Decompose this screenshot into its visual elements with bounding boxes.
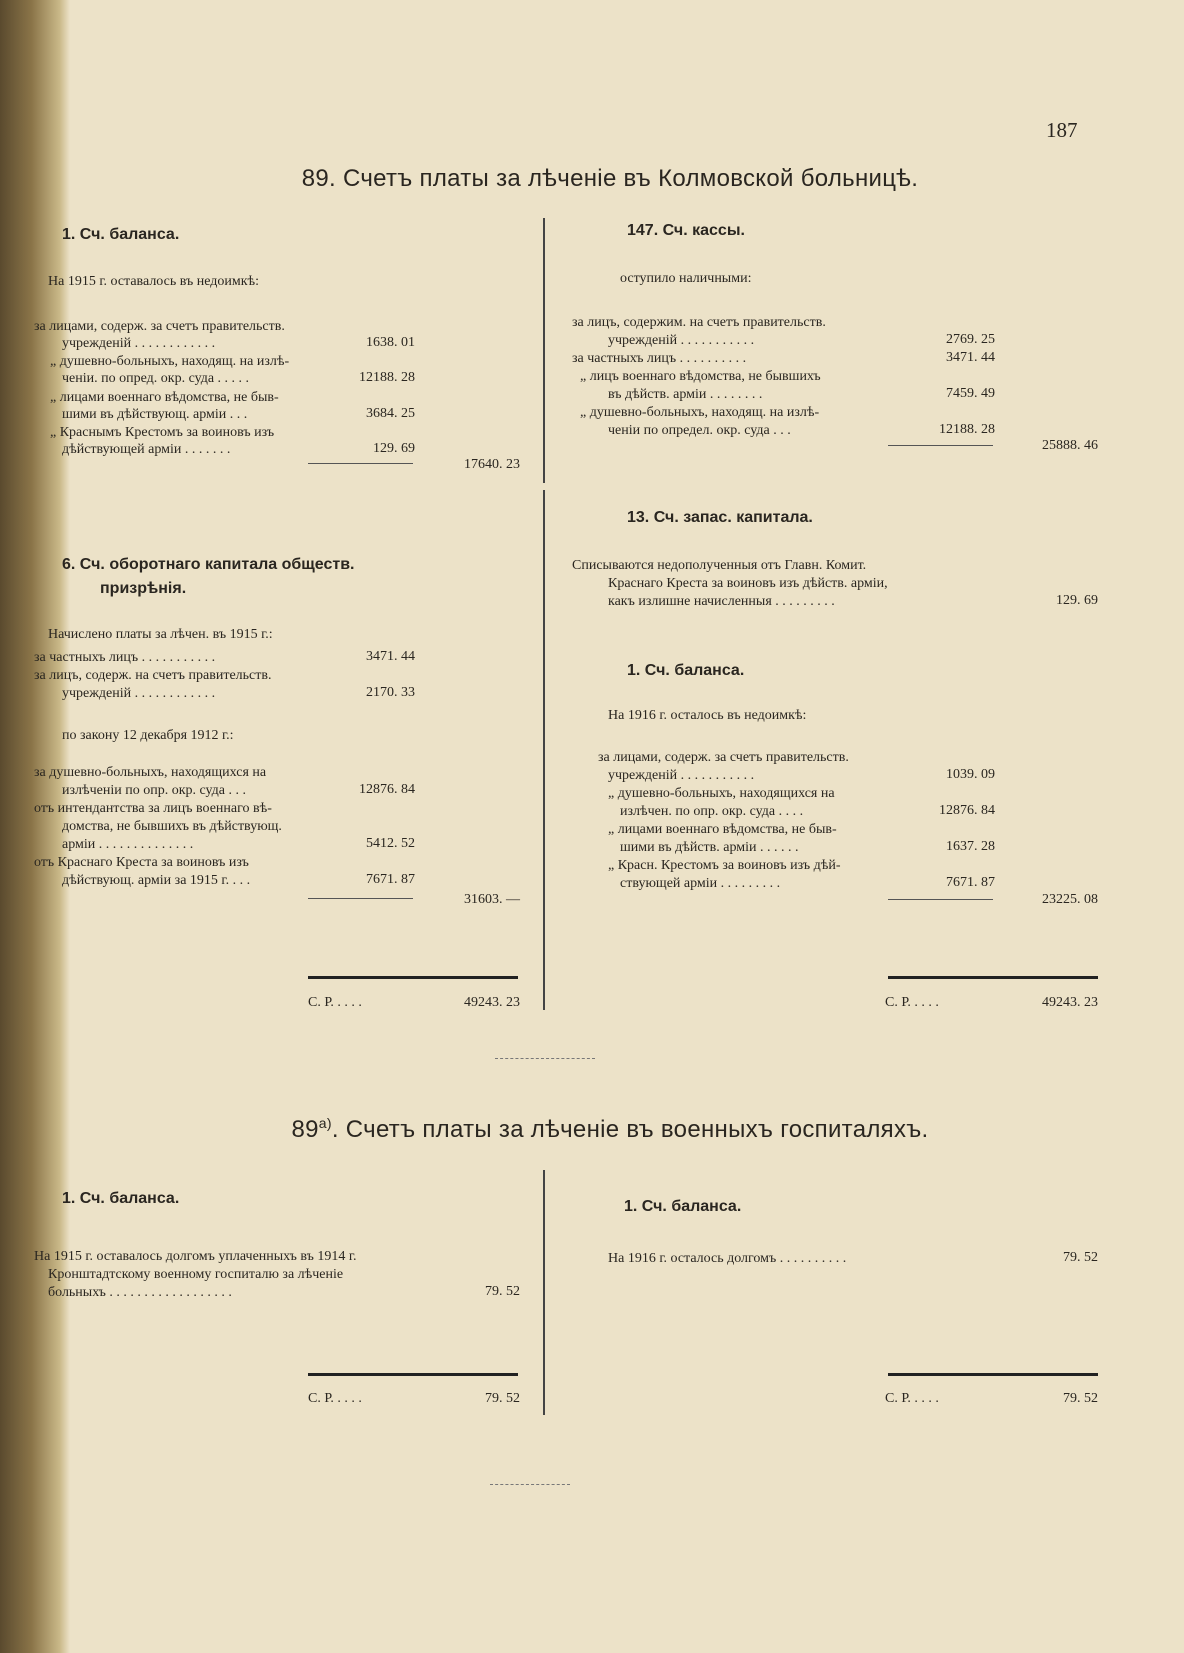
section2-title <box>80 1115 1140 1144</box>
book-spine-shadow <box>0 0 70 1653</box>
right-acct1-item4-l1: „ Красн. Крестомъ за воиновъ изъ дѣй- <box>608 858 841 873</box>
left-acct6-item1-amount: 3471. 44 <box>366 649 415 664</box>
left-acct6-item3-l1: за душевно-больныхъ, находящихся на <box>34 765 267 780</box>
right-acct13-amount: 129. 69 <box>1056 593 1098 608</box>
left-acct1-item1-l1: за лицами, содерж. за счетъ правительств. <box>34 319 285 334</box>
left-acct6-item5-l1: отъ Краснаго Креста за воиновъ изъ <box>34 855 249 870</box>
left-acct1-item4-amount: 129. 69 <box>373 441 415 456</box>
left-acct6-item5-amount: 7671. 87 <box>366 872 415 887</box>
s2-right-amount: 79. 52 <box>1063 1250 1098 1265</box>
right-acct1-item2-l2: излѣчен. по опр. окр. суда . . . . <box>620 804 804 819</box>
left-acct6-item3-amount: 12876. 84 <box>359 782 415 797</box>
left-acct6-item4-l1: отъ интендантства за лицъ военнаго вѣ- <box>34 801 272 816</box>
sum-rule <box>888 1373 1098 1376</box>
page-number: 187 <box>1046 118 1078 142</box>
s2-left-sum-label: С. Р. . . . . <box>308 1391 362 1406</box>
right-acct147-item1-l2: учрежденій . . . . . . . . . . . <box>608 333 755 348</box>
subtotal-rule <box>888 445 993 446</box>
s2-left-l2: Кронштадтскому военному госпиталю за лѣченіе <box>48 1267 344 1282</box>
left-acct1-item3-l2: шими въ дѣйствующ. арміи . . . <box>62 407 248 422</box>
s2-left-header: 1. Сч. баланса. <box>62 1190 180 1207</box>
section2-title-sup: а) <box>318 1115 332 1131</box>
sum-rule <box>888 976 1098 979</box>
left-acct6-item2-amount: 2170. 33 <box>366 685 415 700</box>
left-acct6-item3-l2: излѣченіи по опр. окр. суда . . . <box>62 783 247 798</box>
right-acct147-item3-l1: „ лицъ военнаго вѣдомства, не бывшихъ <box>580 369 821 384</box>
right-acct13-l1: Списываются недополученныя отъ Главн. Комит. <box>572 558 867 573</box>
subtotal-rule <box>308 898 413 899</box>
right-acct147-intro: оступило наличными: <box>620 271 752 286</box>
left-acct1-item4-l1: „ Краснымъ Крестомъ за воиновъ изъ <box>50 425 275 440</box>
right-acct13-header: 13. Сч. запас. капитала. <box>627 509 813 526</box>
s2-right-l1: На 1916 г. осталось долгомъ . . . . . . . . . . <box>608 1251 847 1266</box>
section2-title-number: 89 <box>291 1116 319 1143</box>
left-acct6-item2-l2: учрежденій . . . . . . . . . . . . <box>62 686 216 701</box>
s2-right-header: 1. Сч. баланса. <box>624 1198 742 1215</box>
section-separator <box>490 1484 570 1486</box>
left-acct6-item1: за частныхъ лицъ . . . . . . . . . . . <box>34 650 216 665</box>
left-acct6-header-l2: призрѣнія. <box>100 580 187 597</box>
right-acct147-item2-amount: 3471. 44 <box>946 350 995 365</box>
left-acct1-item2-amount: 12188. 28 <box>359 370 415 385</box>
left-acct6-intro: Начислено платы за лѣчен. въ 1915 г.: <box>48 627 273 642</box>
s2-left-sum: 79. 52 <box>485 1391 520 1406</box>
left-acct6-item4-amount: 5412. 52 <box>366 836 415 851</box>
right-acct13-l3: какъ излишне начисленныя . . . . . . . . . <box>608 594 835 609</box>
section-separator <box>495 1058 595 1060</box>
left-acct1-item3-l1: „ лицами военнаго вѣдомства, не быв- <box>50 390 279 405</box>
right-acct147-header: 147. Сч. кассы. <box>627 222 745 239</box>
right-acct1-item2-amount: 12876. 84 <box>939 803 995 818</box>
right-acct1-total: 23225. 08 <box>1042 892 1098 907</box>
left-acct6-law: по закону 12 декабря 1912 г.: <box>62 728 234 743</box>
right-acct1-item1-l1: за лицами, содерж. за счетъ правительств. <box>598 750 849 765</box>
left-sum-label: С. Р. . . . . <box>308 995 362 1010</box>
left-acct6-item4-l2: домства, не бывшихъ въ дѣйствующ. <box>62 819 282 834</box>
s2-left-amount: 79. 52 <box>485 1284 520 1299</box>
right-acct1-intro: На 1916 г. осталось въ недоимкѣ: <box>608 708 807 723</box>
subtotal-rule <box>308 463 413 464</box>
left-acct1-header: 1. Сч. баланса. <box>62 226 180 243</box>
right-acct1-item4-l2: ствующей арміи . . . . . . . . . <box>620 876 781 891</box>
left-acct1-total: 17640. 23 <box>464 457 520 472</box>
left-acct6-header-l1: 6. Сч. оборотнаго капитала обществ. <box>62 556 355 573</box>
left-acct1-item1-amount: 1638. 01 <box>366 335 415 350</box>
left-acct1-item2-l1: „ душевно-больныхъ, находящ. на излѣ- <box>50 354 290 369</box>
right-acct1-item3-l1: „ лицами военнаго вѣдомства, не быв- <box>608 822 837 837</box>
right-acct147-total: 25888. 46 <box>1042 438 1098 453</box>
right-sum: 49243. 23 <box>1042 995 1098 1010</box>
right-acct147-item3-amount: 7459. 49 <box>946 386 995 401</box>
s2-left-l1: На 1915 г. оставалось долгомъ уплаченныхъ въ 1914 г. <box>34 1249 357 1264</box>
right-acct1-item2-l1: „ душевно-больныхъ, находящихся на <box>608 786 835 801</box>
right-acct147-item4-l1: „ душевно-больныхъ, находящ. на излѣ- <box>580 405 820 420</box>
left-acct1-item3-amount: 3684. 25 <box>366 406 415 421</box>
right-acct147-item4-amount: 12188. 28 <box>939 422 995 437</box>
left-acct6-total: 31603. — <box>464 892 520 907</box>
s2-right-sum-label: С. Р. . . . . <box>885 1391 939 1406</box>
right-acct1-item1-amount: 1039. 09 <box>946 767 995 782</box>
s2-right-sum: 79. 52 <box>1063 1391 1098 1406</box>
left-acct1-item1-l2: учрежденій . . . . . . . . . . . . <box>62 336 216 351</box>
right-sum-label: С. Р. . . . . <box>885 995 939 1010</box>
column-divider <box>543 1170 545 1415</box>
s2-left-l3: больныхъ . . . . . . . . . . . . . . . . . . <box>48 1285 232 1300</box>
section1-title: 89. Счетъ платы за лѣченіе въ Колмовской больницѣ. <box>301 165 919 192</box>
section2-title-text: . Счетъ платы за лѣченіе въ военныхъ госпиталяхъ. <box>331 1116 929 1143</box>
sum-rule <box>308 976 518 979</box>
left-acct6-item5-l2: дѣйствующ. арміи за 1915 г. . . . <box>62 873 251 888</box>
left-acct6-item4-l3: арміи . . . . . . . . . . . . . . <box>62 837 194 852</box>
right-acct1-header: 1. Сч. баланса. <box>627 662 745 679</box>
right-acct1-item4-amount: 7671. 87 <box>946 875 995 890</box>
right-acct147-item2-l1: за частныхъ лицъ . . . . . . . . . . <box>572 351 747 366</box>
sum-rule <box>308 1373 518 1376</box>
right-acct147-item1-amount: 2769. 25 <box>946 332 995 347</box>
right-acct147-item4-l2: ченіи по определ. окр. суда . . . <box>608 423 791 438</box>
left-sum: 49243. 23 <box>464 995 520 1010</box>
right-acct1-item3-amount: 1637. 28 <box>946 839 995 854</box>
left-acct1-item2-l2: ченіи. по опред. окр. суда . . . . . <box>62 371 250 386</box>
right-acct13-l2: Краснаго Креста за воиновъ изъ дѣйств. арміи, <box>608 576 888 591</box>
column-divider <box>543 218 545 483</box>
right-acct1-item3-l2: шими въ дѣйств. арміи . . . . . . <box>620 840 799 855</box>
subtotal-rule <box>888 899 993 900</box>
right-acct147-item1-l1: за лицъ, содержим. на счетъ правительств. <box>572 315 826 330</box>
left-acct1-intro: На 1915 г. оставалось въ недоимкѣ: <box>48 274 260 289</box>
column-divider <box>543 490 545 1010</box>
left-acct1-item4-l2: дѣйствующей арміи . . . . . . . <box>62 442 231 457</box>
right-acct147-item3-l2: въ дѣйств. арміи . . . . . . . . <box>608 387 763 402</box>
right-acct1-item1-l2: учрежденій . . . . . . . . . . . <box>608 768 755 783</box>
left-acct6-item2-l1: за лицъ, содерж. на счетъ правительств. <box>34 668 272 683</box>
